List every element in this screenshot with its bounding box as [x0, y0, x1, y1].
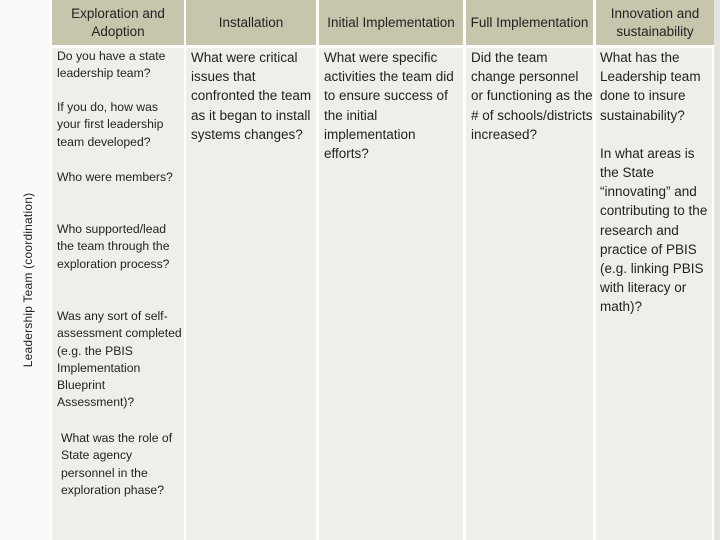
- exploration-question: Was any sort of self-assessment completed (e.g. the PBIS Implementation Blueprint Assessment)?: [57, 309, 182, 410]
- row-label-column: [0, 0, 50, 540]
- header-installation: Installation: [186, 0, 316, 45]
- cell-installation: [186, 48, 316, 540]
- installation-question: What were critical issues that confronted the team as it began to install systems changes?: [191, 50, 312, 142]
- row-label-leadership-team: Leadership Team (coordination): [21, 192, 35, 368]
- cell-full-implementation: [466, 48, 593, 540]
- exploration-question: Who were members?: [57, 170, 173, 184]
- cell-exploration-adoption: [52, 48, 184, 540]
- cell-initial-implementation: [319, 48, 463, 540]
- header-full-implementation: Full Implementation: [466, 0, 593, 45]
- paragraph-gap: [600, 125, 712, 144]
- exploration-question: If you do, how was your first leadership team developed?: [57, 100, 164, 149]
- exploration-question: Who supported/lead the team through the exploration process?: [57, 222, 170, 271]
- cell-innovation-sustainability: [596, 48, 712, 540]
- innovation-question: In what areas is the State “innovating” and contributing to the research and practice of PBIS (e.g. linking PBIS with literacy or math)?: [600, 145, 708, 315]
- innovation-question: What has the Leadership team done to insure sustainability?: [600, 50, 701, 123]
- header-exploration-adoption: Exploration and Adoption: [52, 0, 184, 45]
- full-implementation-question: Did the team change personnel or functioning as the # of schools/districts increased?: [471, 50, 593, 142]
- exploration-question: Do you have a state leadership team?: [57, 49, 166, 81]
- header-initial-implementation: Initial Implementation: [319, 0, 463, 45]
- initial-implementation-question: What were specific activities the team did to ensure success of the initial implementation efforts?: [324, 50, 454, 162]
- exploration-question: What was the role of State agency personnel in the exploration phase?: [61, 431, 173, 497]
- slide-edge: [714, 0, 720, 540]
- header-innovation-sustainability: Innovation and sustainability: [596, 0, 714, 45]
